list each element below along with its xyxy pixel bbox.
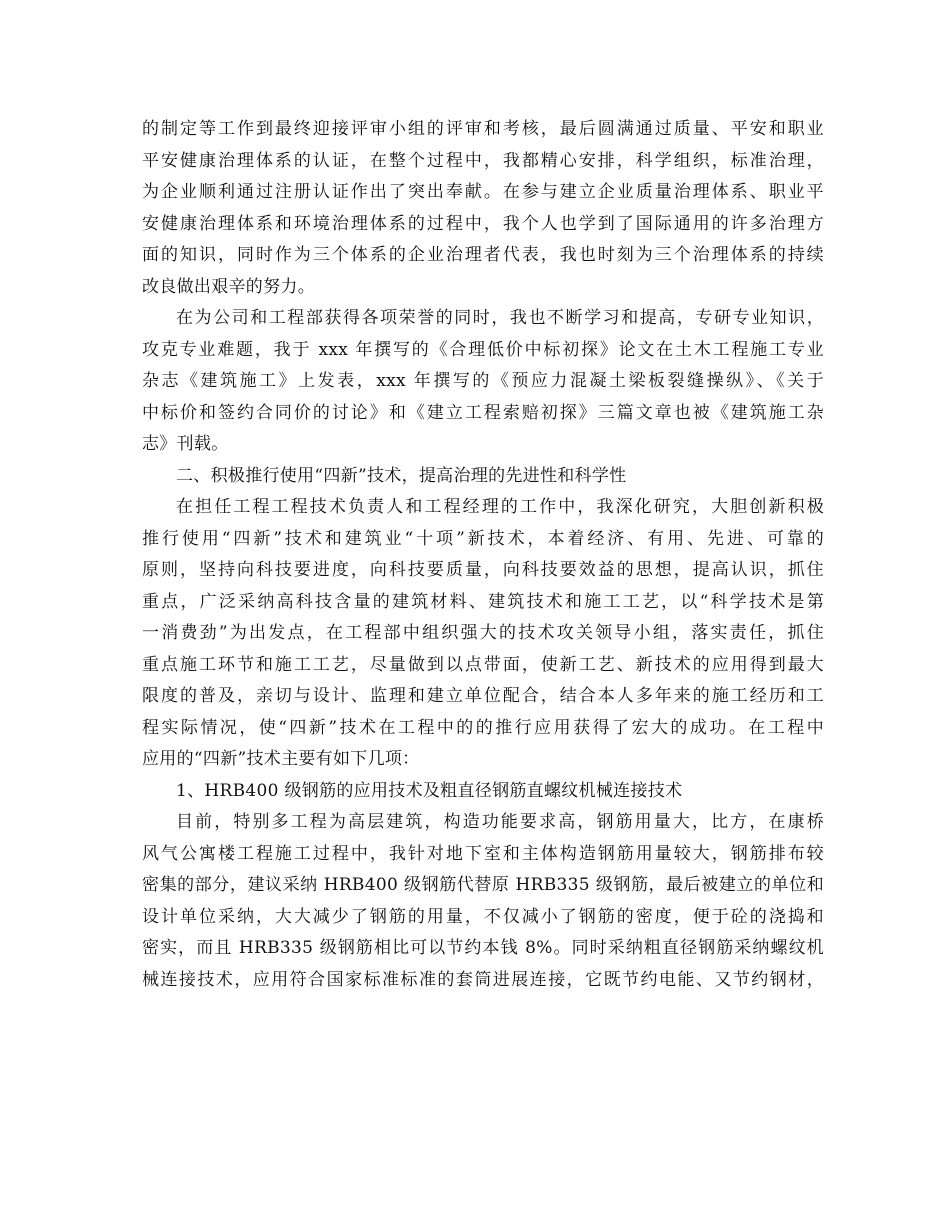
text-line: 密实，而且 HRB335 级钢筋相比可以节约本钱 8%。同时采纳粗直径钢筋采纳螺纹机 [142,938,824,958]
text-line: 限度的普及，亲切与设计、监理和建立单位配合，结合本人多年来的施工经历和工 [142,686,824,706]
text-line: 平安健康治理体系的认证，在整个过程中，我都精心安排，科学组织，标准治理， [142,150,824,171]
text-line: 中标价和签约合同价的讨论》和《建立工程索赔初探》三篇文章也被《建筑施工杂 [142,402,824,423]
text-line: 械连接技术，应用符合国家标准标准的套筒进展连接，它既节约电能、又节约钢材， [142,969,824,990]
text-line: 为企业顺利通过注册认证作出了突出奉献。在参与建立企业质量治理体系、职业平 [142,182,824,202]
text-line: 面的知识，同时作为三个体系的企业治理者代表，我也时刻为三个治理体系的持续 [142,245,824,265]
text-line: 改良做出艰辛的努力。 [142,276,315,297]
text-line: 在担任工程工程技术负责人和工程经理的工作中，我深化研究，大胆创新积极 [176,497,824,517]
text-line: 密集的部分，建议采纳 HRB400 级钢筋代替原 HRB335 级钢筋，最后被建立的单位和 [142,875,824,895]
text-line: 二、积极推行使用“四新”技术，提高治理的先进性和科学性 [176,465,627,486]
text-line: 目前，特别多工程为高层建筑，构造功能要求高，钢筋用量大，比方，在康桥 [176,812,824,832]
text-line: 杂志《建筑施工》上发表，xxx 年撰写的《预应力混凝土梁板裂缝操纵》、《关于 [142,371,824,391]
text-line: 1、HRB400 级钢筋的应用技术及粗直径钢筋直螺纹机械连接技术 [176,780,683,801]
text-line: 志》刊载。 [142,434,229,454]
text-line: 在为公司和工程部获得各项荣誉的同时，我也不断学习和提高，专研专业知识， [176,308,824,328]
text-line: 风气公寓楼工程施工过程中，我针对地下室和主体构造钢筋用量较大，钢筋排布较 [142,843,824,864]
text-line: 程实际情况，使“四新”技术在工程中的的推行应用获得了宏大的成功。在工程中 [142,717,824,738]
text-line: 攻克专业难题，我于 xxx 年撰写的《合理低价中标初探》论文在土木工程施工专业 [142,339,824,360]
text-line: 应用的“四新”技术主要有如下几项： [142,749,420,769]
text-line: 重点，广泛采纳高科技含量的建筑材料、建筑技术和施工工艺，以“科学技术是第 [142,591,824,612]
text-line: 推行使用“四新”技术和建筑业“十项”新技术，本着经济、有用、先进、可靠的 [142,528,824,549]
text-line: 原则，坚持向科技要进度，向科技要质量，向科技要效益的思想，提高认识，抓住 [142,560,824,580]
text-line: 安健康治理体系和环境治理体系的过程中，我个人也学到了国际通用的许多治理方 [142,213,824,234]
text-line: 一消费劲”为出发点，在工程部中组织强大的技术攻关领导小组，落实责任，抓住 [142,623,824,643]
text-line: 重点施工环节和施工工艺，尽量做到以点带面，使新工艺、新技术的应用得到最大 [142,654,824,675]
document-page [142,114,824,996]
text-line: 的制定等工作到最终迎接评审小组的评审和考核，最后圆满通过质量、平安和职业 [142,119,824,139]
text-line: 设计单位采纳，大大减少了钢筋的用量，不仅减小了钢筋的密度，便于砼的浇捣和 [142,906,824,927]
